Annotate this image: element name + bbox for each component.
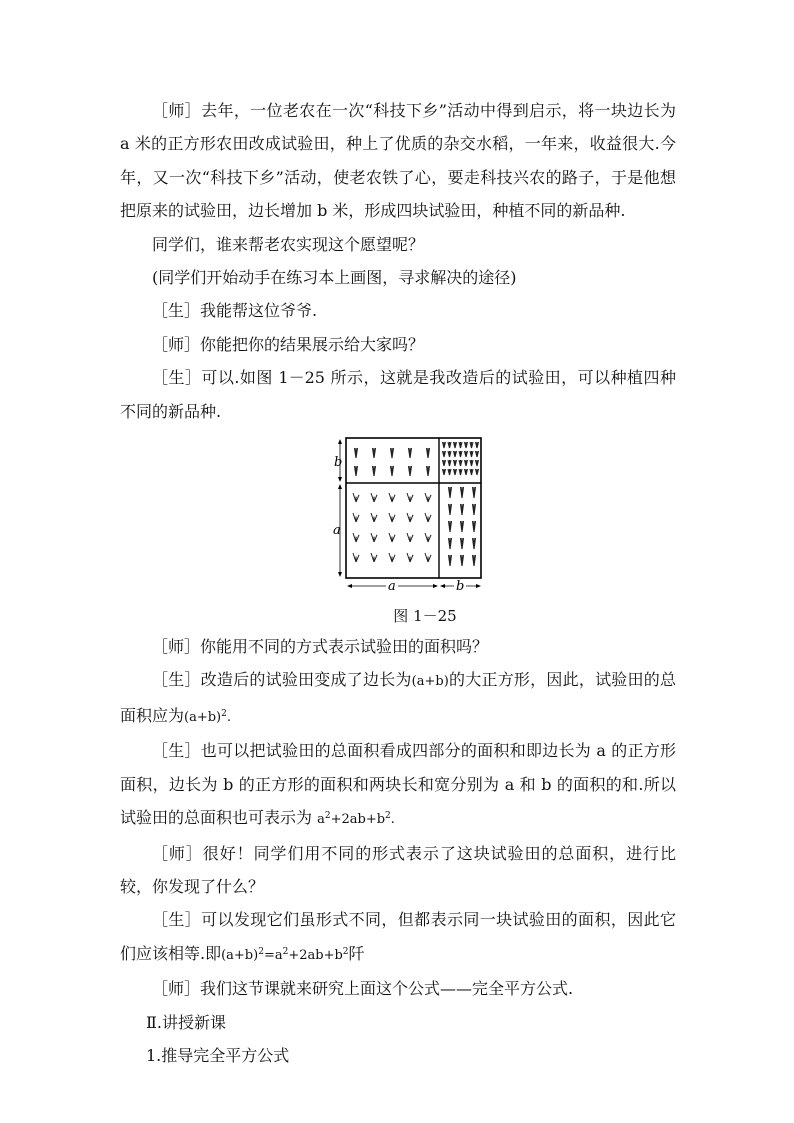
b-left-arrowhead-top (338, 439, 342, 444)
a-bottom-arrowhead-right (433, 584, 438, 588)
plant-mark (371, 553, 377, 562)
plant-mark (389, 533, 395, 542)
plant-mark (476, 460, 479, 466)
plant-mark (465, 442, 468, 448)
plant-mark (425, 493, 431, 502)
plant-mark (371, 513, 377, 522)
paragraph-teacher-ask: ［师］你能把你的结果展示给大家吗？ (152, 334, 425, 354)
plant-mark (448, 442, 451, 448)
plant-mark (454, 442, 457, 448)
plant-mark (407, 493, 413, 502)
section-heading: Ⅱ.讲授新课 (146, 1012, 226, 1032)
b-bottom-arrowhead-left (440, 584, 445, 588)
plant-mark (473, 521, 476, 532)
b-bottom-arrowhead-right (476, 584, 481, 588)
plant-mark (373, 466, 376, 476)
plant-mark (470, 451, 473, 457)
plant-mark (454, 451, 457, 457)
plant-mark (449, 555, 452, 566)
plant-mark (459, 460, 462, 466)
plant-mark (470, 460, 473, 466)
plant-mark (427, 466, 430, 476)
label-b-left: b (334, 455, 343, 471)
plant-mark (449, 538, 452, 549)
plant-mark (391, 466, 394, 476)
a-left-arrowhead-top (338, 484, 342, 489)
plant-mark (473, 555, 476, 566)
plant-mark (353, 533, 359, 542)
plant-mark (389, 513, 395, 522)
plant-mark (473, 504, 476, 515)
plant-mark (459, 469, 462, 475)
field-diagram (334, 436, 484, 604)
plant-mark (409, 448, 412, 458)
plant-mark (454, 469, 457, 475)
plant-mark (353, 553, 359, 562)
plant-mark (407, 513, 413, 522)
plant-mark (461, 504, 464, 515)
plant-mark (373, 448, 376, 458)
b-left-arrowhead-bottom (338, 477, 342, 482)
plant-mark (443, 451, 446, 457)
paragraph-teacher-compare: ［师］很好！同学们用不同的形式表示了这块试验田的总面积，进行比较，你发现了什么？ (120, 843, 676, 896)
plant-mark (443, 469, 446, 475)
plant-mark (353, 513, 359, 522)
plant-mark (427, 448, 430, 458)
plant-mark (461, 538, 464, 549)
plant-mark (465, 469, 468, 475)
plant-mark (425, 533, 431, 542)
label-b-bottom: b (456, 579, 465, 595)
plant-mark (425, 553, 431, 562)
plant-mark (476, 442, 479, 448)
paragraph-teacher-area: ［师］你能用不同的方式表示试验田的面积吗？ (152, 637, 489, 657)
plant-mark (449, 521, 452, 532)
paragraph-student-equal: ［生］可以发现它们虽形式不同，但都表示同一块试验田的面积，因此它们应该相等.即$(a+b)^2=a^2+2ab+b^2$阡 (120, 910, 676, 963)
plant-mark (449, 487, 452, 498)
plant-mark (409, 466, 412, 476)
plant-mark (461, 521, 464, 532)
plant-mark (465, 460, 468, 466)
plant-mark (391, 448, 394, 458)
document-page (120, 94, 676, 1072)
figure-caption: 图 1－25 (393, 607, 457, 626)
plant-mark (407, 533, 413, 542)
plant-mark (470, 469, 473, 475)
plant-mark (465, 451, 468, 457)
a-bottom-arrowhead-left (347, 584, 352, 588)
plant-mark (353, 493, 359, 502)
plant-mark (371, 533, 377, 542)
plant-mark (355, 448, 358, 458)
plant-mark (473, 487, 476, 498)
plant-mark (459, 442, 462, 448)
plant-mark (476, 469, 479, 475)
paragraph-student-figure: ［生］可以.如图 1－25 所示，这就是我改造后的试验田，可以种植四种不同的新品种. (120, 368, 676, 421)
plant-mark (389, 553, 395, 562)
plant-mark (476, 451, 479, 457)
paragraph-question: 同学们，谁来帮老农实现这个愿望呢？ (152, 234, 425, 254)
plant-mark (371, 493, 377, 502)
paragraph-teacher-intro: ［师］去年，一位老农在一次“科技下乡”活动中得到启示，将一块边长为 a 米的正方形农田改成试验田，种上了优质的杂交水稻，一年来，收益很大.今年，又一次“科技下乡”活动，使老农铁了心，要走科技兴农的路子，于是他想把原来的试验田，边长增加 b 米，形成四块试验田，种植不同的新品种. (120, 101, 676, 221)
plant-mark (473, 538, 476, 549)
paragraph-teacher-formula: ［师］我们这节课就来研究上面这个公式——完全平方公式. (152, 979, 574, 999)
plant-mark (449, 504, 452, 515)
figure (120, 436, 676, 630)
plant-mark (448, 460, 451, 466)
plant-mark (448, 469, 451, 475)
label-a-bottom: a (388, 579, 396, 595)
plant-mark (389, 493, 395, 502)
a-left-arrowhead-bottom (338, 572, 342, 577)
label-a-left: a (333, 523, 341, 539)
plant-mark (443, 460, 446, 466)
plant-mark (407, 553, 413, 562)
plant-mark (459, 451, 462, 457)
paragraph-activity: (同学们开始动手在练习本上画图，寻求解决的途径) (152, 268, 517, 288)
plant-mark (448, 451, 451, 457)
plant-mark (355, 466, 358, 476)
plant-mark (425, 513, 431, 522)
paragraph-student-area1: ［生］改造后的试验田变成了边长为(a+b)的大正方形，因此，试验田的总面积应为$(a+b)^2$. (120, 670, 676, 725)
subsection-heading: 1.推导完全平方公式 (146, 1045, 290, 1065)
plant-mark (461, 487, 464, 498)
paragraph-student-area2: ［生］也可以把试验田的总面积看成四部分的面积和即边长为 a 的正方形面积，边长为 b 的正方形的面积和两块长和宽分别为 a 和 b 的面积的和.所以试验田的总面积也可表示为 $a^2+2ab+b^2$. (120, 741, 676, 828)
plant-mark (461, 555, 464, 566)
paragraph-student-help: ［生］我能帮这位爷爷. (152, 301, 318, 321)
plant-mark (454, 460, 457, 466)
plant-mark (443, 442, 446, 448)
plant-mark (470, 442, 473, 448)
